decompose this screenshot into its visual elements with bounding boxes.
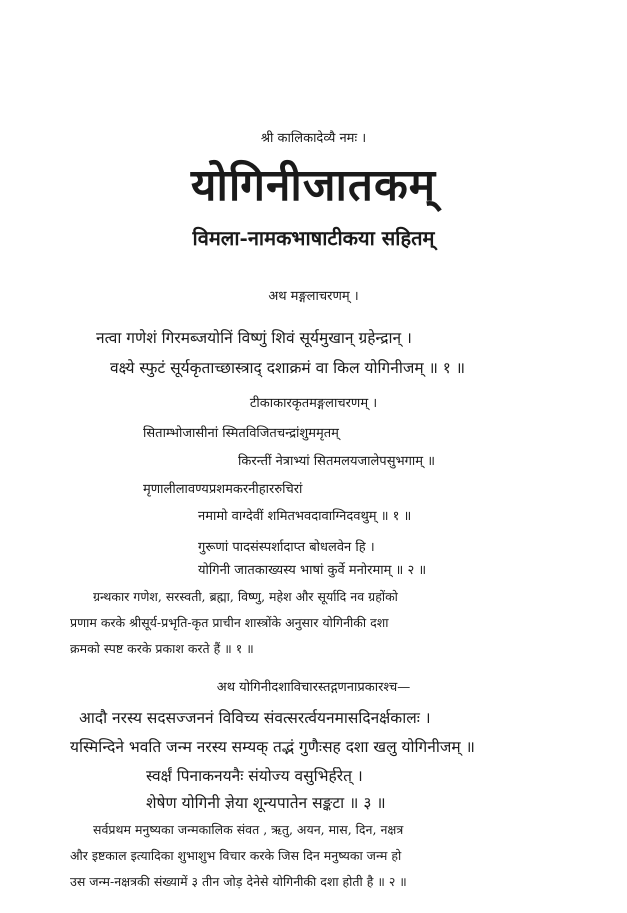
page-subtitle: विमला-नामकभाषाटीकया सहितम् bbox=[192, 226, 435, 250]
section-heading-invocation: अथ मङ्गलाचरणम् । bbox=[268, 289, 359, 304]
verse-line: नमामो वाग्देवीं शमितभवदावाग्निदवथुम् ॥ १ ॥ bbox=[198, 509, 412, 524]
verse-line: यस्मिन्दिने भवति जन्म नरस्य सम्यक् तद्भं गुणैःसह दशा खलु योगिनीजम् ॥ bbox=[70, 738, 475, 756]
section-heading-dasha: अथ योगिनीदशाविचारस्तद्गणनाप्रकारश्च— bbox=[216, 680, 411, 695]
commentary-line: सर्वप्रथम मनुष्यका जन्मकालिक संवत , ऋतु, अयन, मास, दिन, नक्षत्र bbox=[93, 822, 404, 837]
verse-line: स्वर्क्षं पिनाकनयनैः संयोज्य वसुभिर्हरेत् । bbox=[146, 767, 363, 785]
verse-line: नत्वा गणेशं गिरमब्जयोनिं विष्णुं शिवं सूर्यमुखान् ग्रहेन्द्रान् । bbox=[96, 329, 412, 347]
verse-line: किरन्तीं नेत्राभ्यां सितमलयजालेपसुभगाम् ॥ bbox=[238, 454, 435, 469]
verse-line: गुरूणां पादसंस्पर्शादाप्त बोधलवेन हि । bbox=[198, 540, 375, 555]
verse-line: सिताम्भोजासीनां स्मितविजितचन्द्रांशुममृतम् bbox=[143, 426, 339, 441]
verse-line: शेषेण योगिनी ज्ञेया शून्यपातेन सङ्कटा ॥ ३ ॥ bbox=[146, 794, 386, 812]
verse-line: मृणालीलावण्यप्रशमकरनीहाररुचिरां bbox=[143, 482, 303, 497]
page-title: योगिनीजातकम् bbox=[190, 160, 437, 211]
commentary-line: उस जन्म-नक्षत्रकी संख्यामें ३ तीन जोड़ देनेसे योगिनीकी दशा होती है ॥ २ ॥ bbox=[70, 874, 407, 889]
verse-line: योगिनी जातकाख्यस्य भाषां कुर्वे मनोरमाम् ॥ २ ॥ bbox=[198, 563, 427, 578]
invocation-line: श्री कालिकादेव्यै नमः । bbox=[260, 131, 367, 146]
commentary-line: ग्रन्थकार गणेश, सरस्वती, ब्रह्मा, विष्णु, महेश और सूर्यादि नव ग्रहोंको bbox=[93, 589, 398, 604]
commentary-line: और इष्टकाल इत्यादिका शुभाशुभ विचार करके जिस दिन मनुष्यका जन्म हो bbox=[70, 848, 402, 863]
commentary-line: क्रमको स्पष्ट करके प्रकाश करते हैं ॥ १ ॥ bbox=[70, 641, 254, 656]
commentary-line: प्रणाम करके श्रीसूर्य-प्रभृति-कृत प्राचीन शास्त्रोंके अनुसार योगिनीकी दशा bbox=[70, 615, 389, 630]
section-heading-commentator-invocation: टीकाकारकृतमङ्गलाचरणम् । bbox=[249, 396, 378, 411]
verse-line: आदौ नरस्य सदसज्जननं विविच्य संवत्सरर्त्वयनमासदिनर्क्षकालः । bbox=[79, 709, 431, 727]
verse-line: वक्ष्ये स्फुटं सूर्यकृताच्छास्त्राद् दशाक्रमं वा किल योगिनीजम् ॥ १ ॥ bbox=[110, 359, 466, 377]
